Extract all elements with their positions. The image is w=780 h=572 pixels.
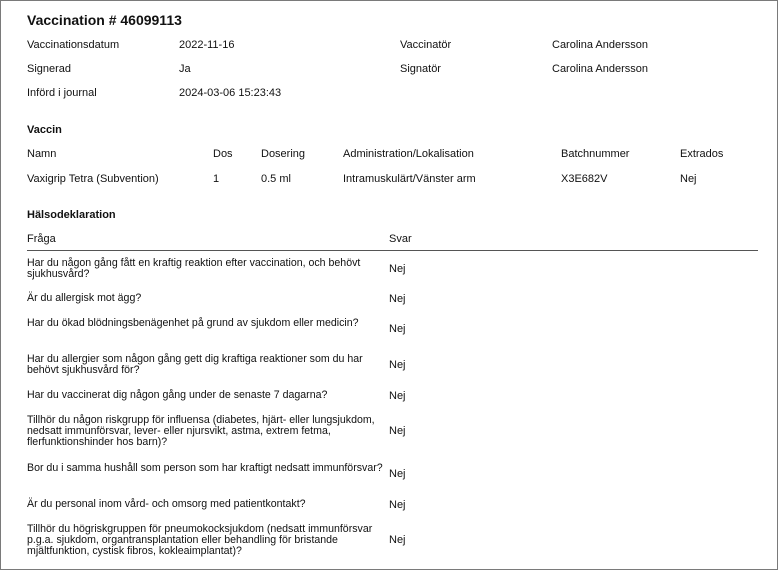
vaccine-extra-dose: Nej	[680, 173, 697, 185]
vaccine-heading: Vaccin	[27, 124, 62, 136]
question-8: Är du personal inom vård- och omsorg med patientkontakt?	[27, 498, 306, 510]
question-1: Har du någon gång fått en kraftig reaktion efter vaccination, och behövt sjukhusvård?	[27, 257, 361, 280]
record-title: Vaccination # 46099113	[27, 12, 182, 28]
answer-1: Nej	[389, 263, 406, 275]
vaccination-date-label: Vaccinationsdatum	[27, 39, 120, 51]
vaccine-header-name: Namn	[27, 148, 57, 160]
answer-6: Nej	[389, 425, 406, 437]
table-divider	[27, 250, 758, 251]
answer-4: Nej	[389, 359, 406, 371]
vaccine-batch: X3E682V	[561, 173, 608, 185]
health-declaration-heading: Hälsodeklaration	[27, 209, 116, 221]
question-2: Är du allergisk mot ägg?	[27, 292, 142, 304]
vaccine-header-batch: Batchnummer	[561, 148, 630, 160]
vaccine-dose: 1	[213, 173, 220, 185]
signed-label: Signerad	[27, 63, 72, 75]
entered-value: 2024-03-06 15:23:43	[179, 87, 282, 99]
answer-2: Nej	[389, 293, 406, 305]
vaccine-header-dosage: Dosering	[261, 148, 306, 160]
vaccine-name: Vaxigrip Tetra (Subvention)	[27, 173, 159, 185]
entered-label: Införd i journal	[27, 87, 97, 99]
question-7: Bor du i samma hushåll som person som har kraftigt nedsatt immunförsvar?	[27, 462, 383, 474]
vaccinator-label: Vaccinatör	[400, 39, 452, 51]
answer-5: Nej	[389, 390, 406, 402]
question-5: Har du vaccinerat dig någon gång under de senaste 7 dagarna?	[27, 389, 328, 401]
vaccine-header-extra-dose: Extrados	[680, 148, 724, 160]
vaccination-date-value: 2022-11-16	[179, 39, 235, 51]
vaccine-dosage: 0.5 ml	[261, 173, 291, 185]
question-6: Tillhör du någon riskgrupp för influensa (diabetes, hjärt- eller lungsjukdom, nedsatt immunförsvar, lever- eller njursvikt, astma, extrem fetma, flerfunktionshinder hos barn)?	[27, 414, 375, 448]
vaccine-header-dose: Dos	[213, 148, 233, 160]
signed-value: Ja	[179, 63, 191, 75]
signer-label: Signatör	[400, 63, 441, 75]
vaccinator-value: Carolina Andersson	[552, 39, 649, 51]
vaccine-administration: Intramuskulärt/Vänster arm	[343, 173, 476, 185]
question-9: Tillhör du högriskgruppen för pneumokocksjukdom (nedsatt immunförsvar p.g.a. sjukdom, organtransplantation eller behandling för bristande mjältfunktion, cystisk fibros, kokleaimplantat)?	[27, 523, 373, 557]
signer-value: Carolina Andersson	[552, 63, 649, 75]
answer-header: Svar	[389, 233, 412, 245]
question-4: Har du allergier som någon gång gett dig kraftiga reaktioner som du har behövt sjukhusvård för?	[27, 353, 363, 376]
answer-9: Nej	[389, 534, 406, 546]
question-header: Fråga	[27, 233, 56, 245]
vaccine-header-administration: Administration/Lokalisation	[343, 148, 474, 160]
answer-7: Nej	[389, 468, 406, 480]
question-3: Har du ökad blödningsbenägenhet på grund av sjukdom eller medicin?	[27, 317, 359, 329]
answer-3: Nej	[389, 323, 406, 335]
answer-8: Nej	[389, 499, 406, 511]
